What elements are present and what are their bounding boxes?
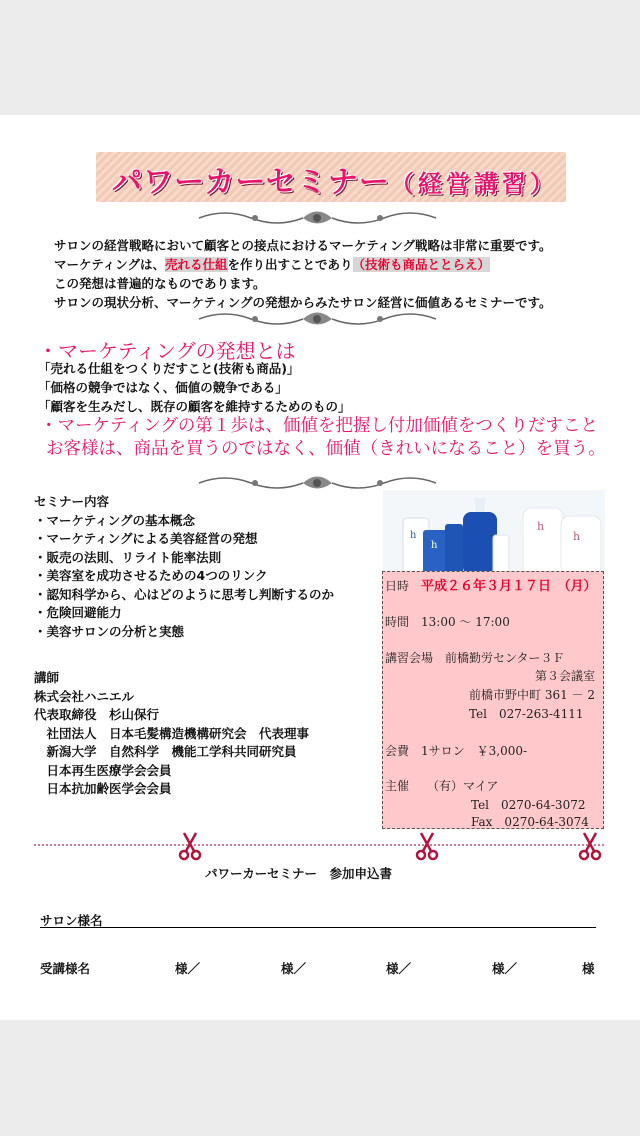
- venue-label: 講習会場: [385, 651, 434, 665]
- contents-item: ・美容室を成功させるための4つのリンク: [34, 568, 268, 583]
- contents-item: ・認知科学から、心はどのように思考し判断するのか: [34, 586, 335, 602]
- svg-text:h: h: [537, 520, 545, 533]
- key-point-line: お客様は、商品を買うのではなく、価値（きれいになること）を買う。: [46, 439, 606, 459]
- host-tel: Tel 0270-64-3072: [471, 798, 586, 812]
- attendee-field-4[interactable]: 様／: [492, 961, 518, 976]
- contents-item: ・危険回避能力: [34, 605, 122, 620]
- lecturer-section: [34, 669, 309, 799]
- page-title: [112, 157, 558, 201]
- venue-name: 前橋勤労センター３Ｆ: [445, 651, 565, 665]
- venue-row: [385, 649, 565, 666]
- lecturer-line: 新潟大学 自然科学 機能工学科共同研究員: [34, 744, 297, 759]
- venue-tel: Tel 027-263-4111: [469, 707, 584, 721]
- venue-address: 前橋市野中町 361 － 2: [469, 688, 595, 702]
- svg-text:h: h: [573, 530, 581, 543]
- key-point-line: ・マーケティングの第１歩は、価値を把握し付加価値をつくりだすこと: [40, 416, 598, 436]
- ornament-divider-mid: [195, 308, 440, 330]
- contents-heading: セミナー内容: [34, 494, 110, 509]
- time-value: 13:00 〜 17:00: [421, 615, 510, 629]
- marketing-key-points: [40, 415, 606, 461]
- fee-row: [385, 742, 527, 759]
- attendee-field-5[interactable]: 様: [582, 961, 595, 976]
- intro-text-part: を作り出すことであり: [227, 257, 353, 272]
- svg-text:h: h: [431, 540, 438, 551]
- product-bottles-image: [383, 490, 605, 575]
- scissors-icon: [178, 831, 202, 861]
- host-label: 主催: [385, 779, 410, 793]
- date-value: 平成２６年３月１７日 （月）: [421, 579, 597, 594]
- quote-line: 「顧客を生みだし、既存の顧客を維持するためのもの」: [38, 399, 351, 414]
- lecturer-line: 社団法人 日本毛髪構造機構研究会 代表理事: [34, 725, 310, 741]
- ornament-divider-top: [195, 207, 440, 229]
- lecturer-line: 株式会社ハニエル: [34, 688, 135, 704]
- contents-item: ・美容サロンの分析と実態: [34, 623, 185, 639]
- intro-line: この発想は普遍的なものであります。: [54, 276, 266, 291]
- salon-name-label: サロン様名: [40, 913, 103, 928]
- highlight-gijutsu: （技術も商品ととらえ）: [352, 257, 491, 272]
- svg-text:h: h: [410, 530, 417, 541]
- quote-line: 「売れる仕組をつくりだすこと(技術も商品)」: [38, 361, 300, 376]
- attendee-field-2[interactable]: 様／: [281, 961, 307, 976]
- fee-value: 1サロン ￥3,000-: [421, 744, 528, 758]
- fee-label: 会費: [385, 744, 410, 758]
- scissors-icon: [415, 831, 439, 861]
- marketing-heading: ・マーケティングの発想とは: [38, 339, 296, 363]
- seminar-contents: [34, 493, 334, 641]
- attendee-field-1[interactable]: 様／: [175, 961, 201, 976]
- time-row: [385, 613, 510, 630]
- host-row: [385, 777, 498, 794]
- highlight-urerushikumi: 売れる仕組: [165, 257, 228, 272]
- contents-item: ・販売の法則、リライト能率法則: [34, 549, 222, 565]
- venue-room: 第３会議室: [535, 669, 596, 683]
- marketing-quotes: [38, 359, 351, 416]
- intro-line: サロンの経営戦略において顧客との接点におけるマーケティング戦略は非常に重要です。: [54, 238, 552, 253]
- contents-item: ・マーケティングの基本概念: [34, 512, 196, 528]
- lecturer-heading: 講師: [34, 670, 60, 685]
- title-main: パワーカーセミナー: [112, 165, 390, 200]
- attendee-label: 受講様名: [40, 961, 91, 976]
- form-title: パワーカーセミナー 参加申込書: [205, 866, 393, 881]
- lecturer-line: 日本再生医療学会会員: [34, 762, 172, 778]
- intro-line: [54, 255, 552, 274]
- title-sub: （経営講習）: [389, 170, 558, 198]
- salon-name-field[interactable]: [40, 927, 596, 928]
- attendee-field-3[interactable]: 様／: [386, 961, 412, 976]
- intro-line: サロンの現状分析、マーケティングの発想からみたサロン経営に価値あるセミナーです。: [54, 295, 552, 310]
- lecturer-line: 代表取締役 杉山保行: [34, 707, 160, 722]
- quote-line: 「価格の競争ではなく、価値の競争である」: [38, 380, 288, 395]
- event-info-box: [382, 571, 604, 829]
- intro-text-part: マーケティングは、: [54, 257, 166, 272]
- cut-line: [34, 844, 604, 846]
- lecturer-line: 日本抗加齢医学会会員: [34, 781, 172, 796]
- host-fax: Fax 0270-64-3074: [471, 815, 589, 829]
- product-photo: [383, 490, 605, 575]
- time-label: 時間: [385, 615, 410, 629]
- date-label: 日時: [385, 579, 410, 593]
- host-value: （有）マイア: [433, 779, 499, 793]
- flyer-page: [0, 115, 640, 1020]
- date-row: [385, 575, 597, 594]
- intro-text: [54, 236, 552, 312]
- contents-item: ・マーケティングによる美容経営の発想: [34, 531, 258, 546]
- scissors-icon: [578, 831, 602, 861]
